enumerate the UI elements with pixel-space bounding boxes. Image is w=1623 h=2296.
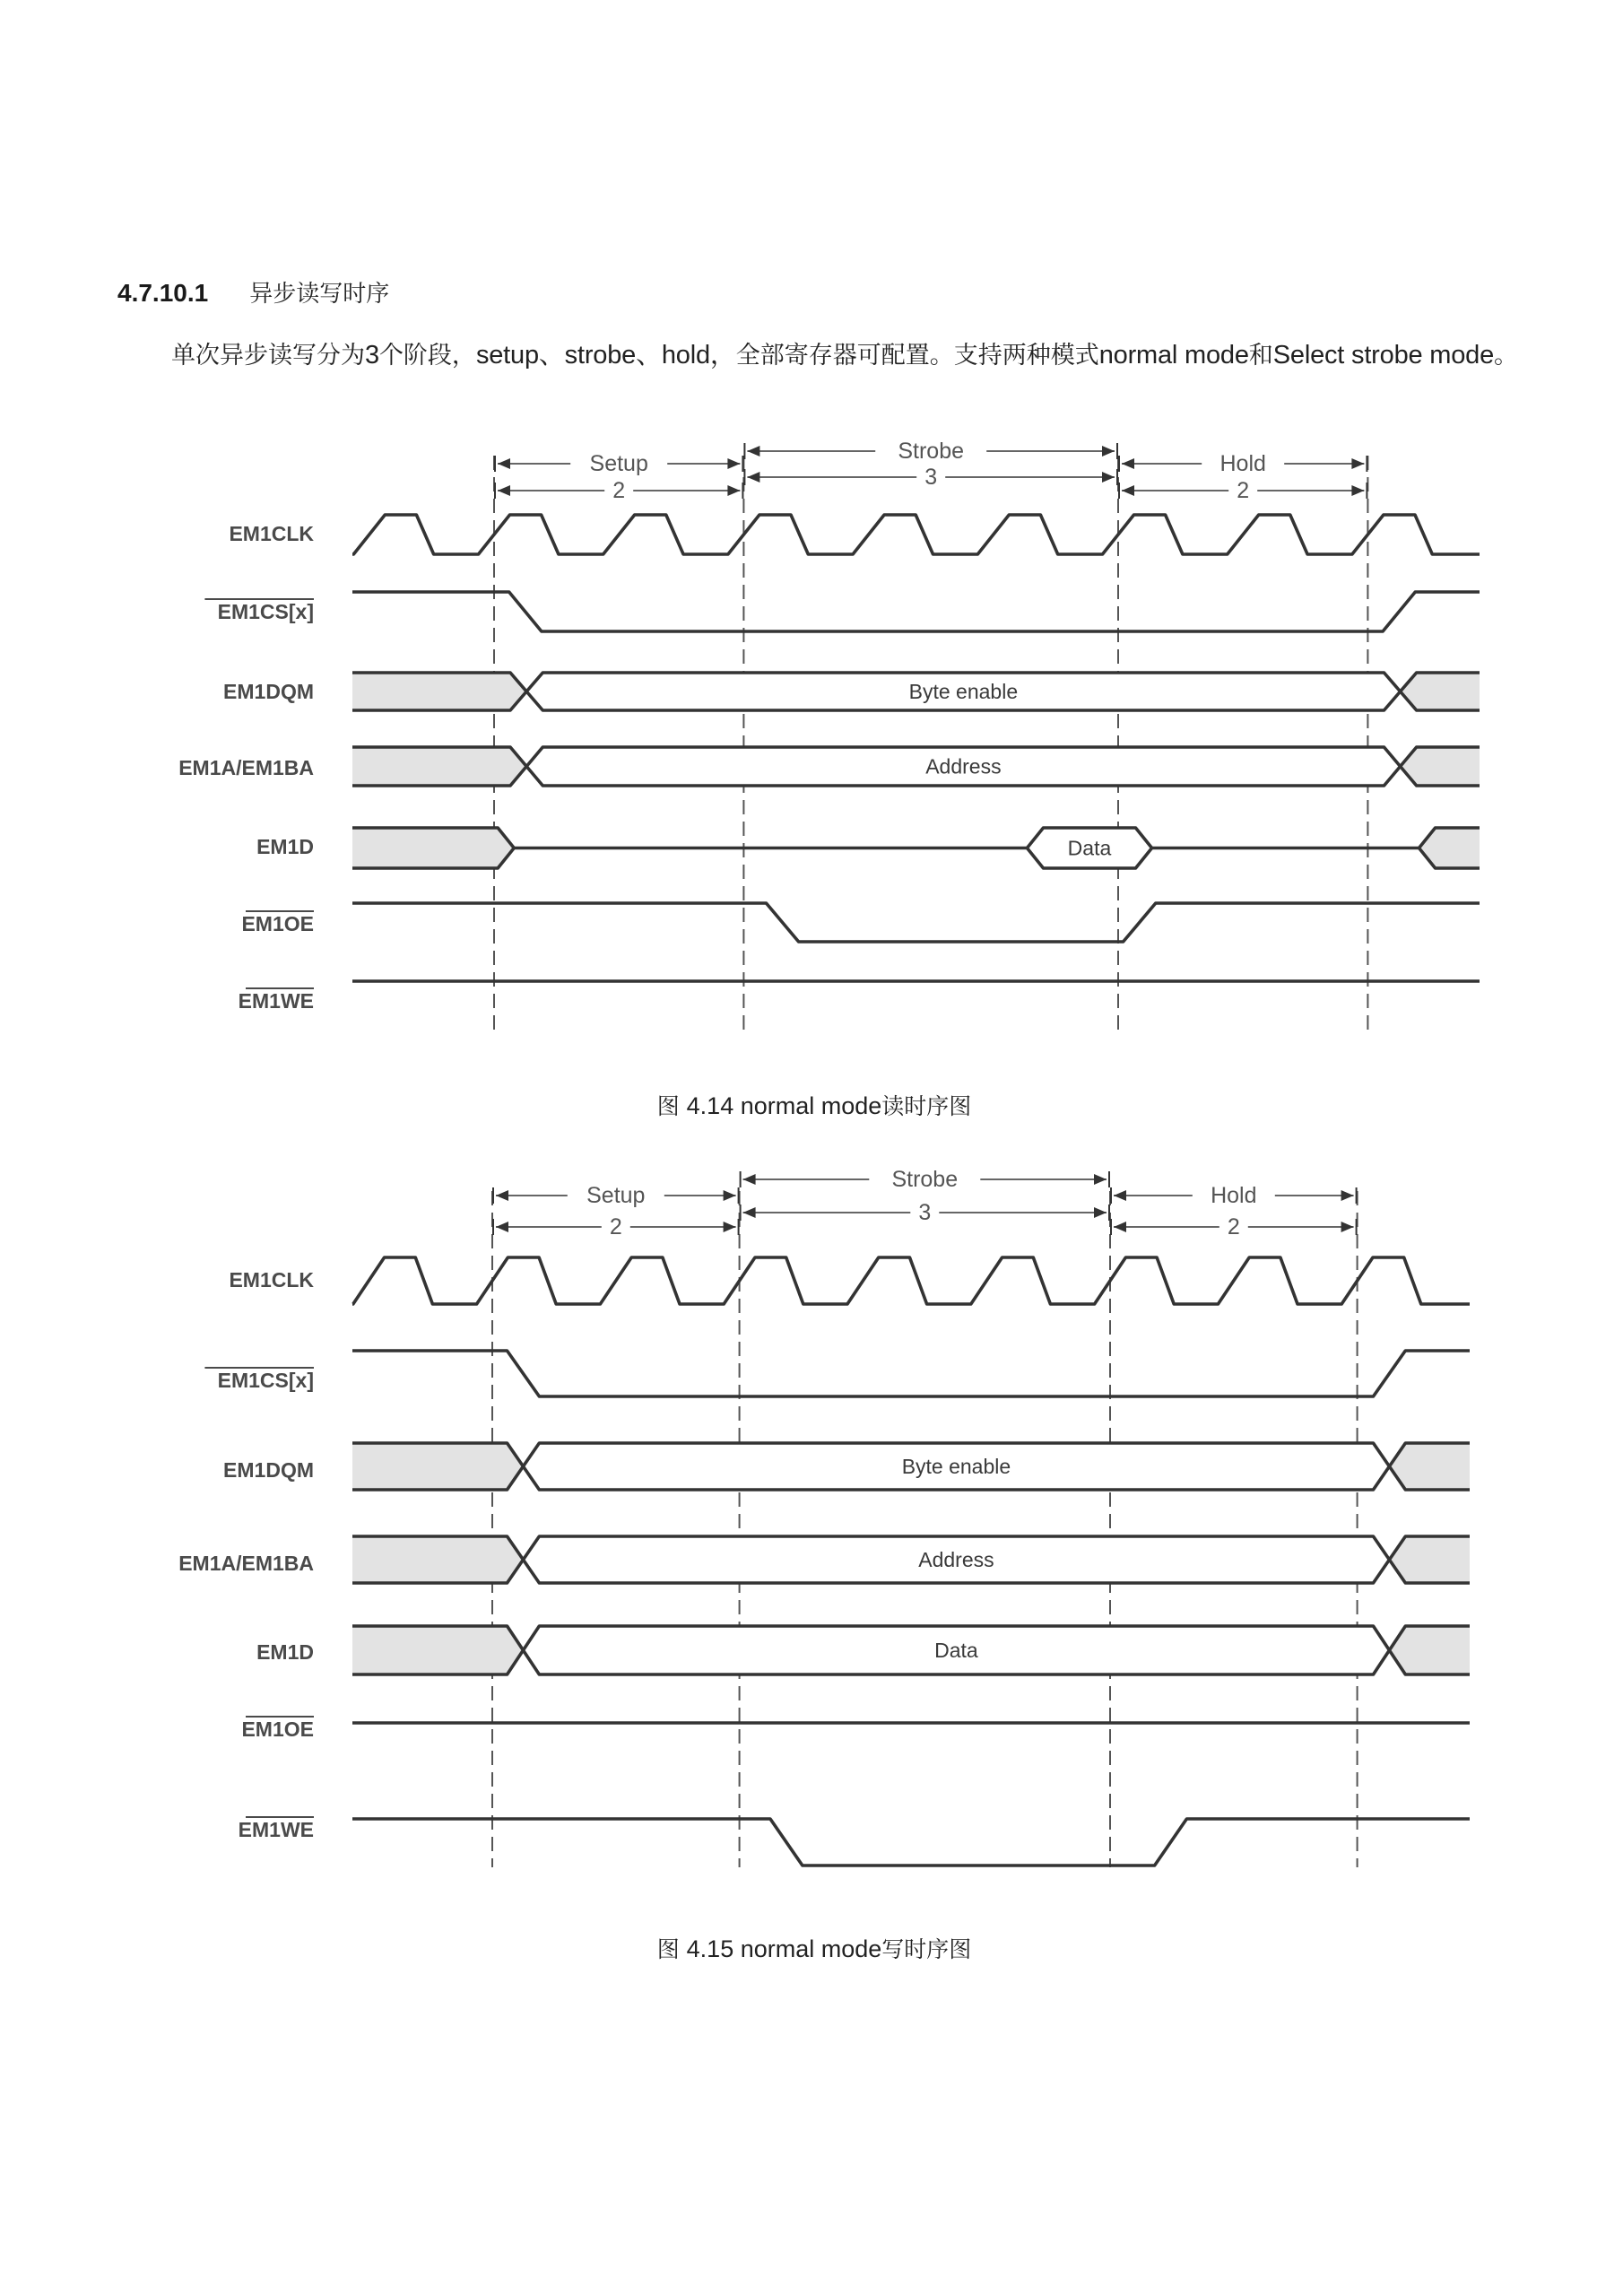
figure-caption-read [657, 1089, 972, 1121]
arrowhead-left-icon [498, 458, 510, 469]
arrowhead-right-icon [1341, 1190, 1354, 1201]
phase-name: Strobe [898, 439, 965, 464]
bus-value-label: Data [934, 1639, 978, 1662]
arrowhead-left-icon [743, 1207, 756, 1218]
arrowhead-right-icon [727, 485, 740, 496]
arrowhead-right-icon [1351, 458, 1364, 469]
waveform-clock [352, 515, 1480, 554]
caption-number: 4.14 normal mode [686, 1092, 882, 1119]
phase-name: Setup [586, 1183, 646, 1208]
para-text-6: normal mode [1098, 341, 1249, 370]
phase-cycles: 2 [609, 1214, 622, 1239]
phase-name: Setup [589, 451, 648, 476]
signal-label-oe: EM1OE [241, 1718, 314, 1741]
signal-label-addr: EM1A/EM1BA [178, 756, 314, 779]
phase-cycles: 2 [1237, 478, 1250, 503]
timing-diagram-write [0, 1130, 1623, 1937]
bus-segment-fill [352, 828, 514, 868]
caption-prefix: 图 [656, 1093, 687, 1119]
arrowhead-right-icon [1102, 472, 1115, 483]
arrowhead-left-icon [1122, 485, 1134, 496]
para-text-7: 和 [1248, 342, 1273, 370]
signal-label-we: EM1WE [238, 1818, 314, 1841]
para-text-3: 个阶段， [378, 342, 476, 370]
signal-label-cs: EM1CS[x] [217, 600, 314, 623]
arrowhead-left-icon [1114, 1222, 1126, 1232]
signal-label-addr: EM1A/EM1BA [178, 1552, 314, 1575]
bus-segment-fill [352, 747, 526, 786]
bus-segment-fill [352, 1443, 524, 1490]
signal-label-dqm: EM1DQM [223, 680, 314, 703]
arrowhead-left-icon [747, 446, 759, 457]
phase-cycles: 3 [918, 1200, 932, 1225]
para-text-9: 。 [1494, 342, 1519, 370]
arrowhead-left-icon [498, 485, 510, 496]
arrowhead-left-icon [1122, 458, 1134, 469]
waveform-oe [352, 903, 1480, 942]
caption-suffix: 读时序图 [881, 1093, 972, 1119]
bus-segment-fill [352, 1536, 524, 1583]
signal-label-clk: EM1CLK [229, 1268, 314, 1292]
arrowhead-left-icon [496, 1190, 508, 1201]
phase-name: Hold [1211, 1183, 1257, 1208]
section-number: 4.7.10.1 [117, 279, 209, 307]
bus-value-label: Data [1067, 836, 1112, 860]
arrowhead-right-icon [724, 1222, 736, 1232]
bus-segment-fill [352, 673, 526, 710]
arrowhead-right-icon [1102, 446, 1115, 457]
signal-label-dqm: EM1DQM [223, 1458, 314, 1482]
arrowhead-right-icon [724, 1190, 736, 1201]
signal-label-data: EM1D [256, 835, 314, 858]
waveform-we [352, 1819, 1470, 1866]
section-title: 异步读写时序 [249, 281, 390, 308]
bus-segment-fill [1419, 828, 1480, 868]
caption-number: 4.15 normal mode [686, 1935, 882, 1962]
signal-label-oe: EM1OE [241, 912, 314, 935]
para-text-4: setup、strobe、hold， [475, 341, 736, 370]
phase-cycles: 2 [1227, 1214, 1240, 1239]
para-text-5: 全部寄存器可配置。支持两种模式 [735, 342, 1099, 370]
arrowhead-left-icon [496, 1222, 508, 1232]
bus-segment-fill [352, 1626, 524, 1674]
signal-label-clk: EM1CLK [229, 522, 314, 545]
para-text-2: 3 [365, 341, 379, 370]
bus-value-label: Byte enable [901, 1455, 1011, 1478]
arrowhead-right-icon [727, 458, 740, 469]
figure-caption-write [657, 1932, 972, 1964]
signal-label-we: EM1WE [238, 989, 314, 1013]
bus-value-label: Byte enable [908, 680, 1019, 703]
timing-diagram-read [0, 0, 1623, 1076]
phase-name: Strobe [891, 1167, 959, 1192]
bus-value-label: Address [918, 1548, 994, 1571]
arrowhead-right-icon [1094, 1207, 1107, 1218]
arrowhead-left-icon [1114, 1190, 1126, 1201]
signal-label-cs: EM1CS[x] [217, 1369, 314, 1392]
bus-value-label: Address [925, 754, 1002, 778]
arrowhead-right-icon [1094, 1174, 1107, 1185]
arrowhead-right-icon [1341, 1222, 1354, 1232]
caption-prefix: 图 [656, 1936, 687, 1962]
para-text-1: 单次异步读写分为 [171, 342, 365, 370]
phase-name: Hold [1219, 451, 1266, 476]
arrowhead-left-icon [743, 1174, 756, 1185]
arrowhead-left-icon [747, 472, 759, 483]
phase-cycles: 2 [612, 478, 626, 503]
caption-suffix: 写时序图 [881, 1936, 972, 1962]
arrowhead-right-icon [1351, 485, 1364, 496]
phase-cycles: 3 [924, 465, 938, 490]
signal-label-data: EM1D [256, 1640, 314, 1664]
para-text-8: Select strobe mode [1272, 341, 1495, 370]
waveform-cs [352, 1351, 1470, 1396]
waveform-clock [352, 1257, 1470, 1304]
waveform-cs [352, 592, 1480, 631]
